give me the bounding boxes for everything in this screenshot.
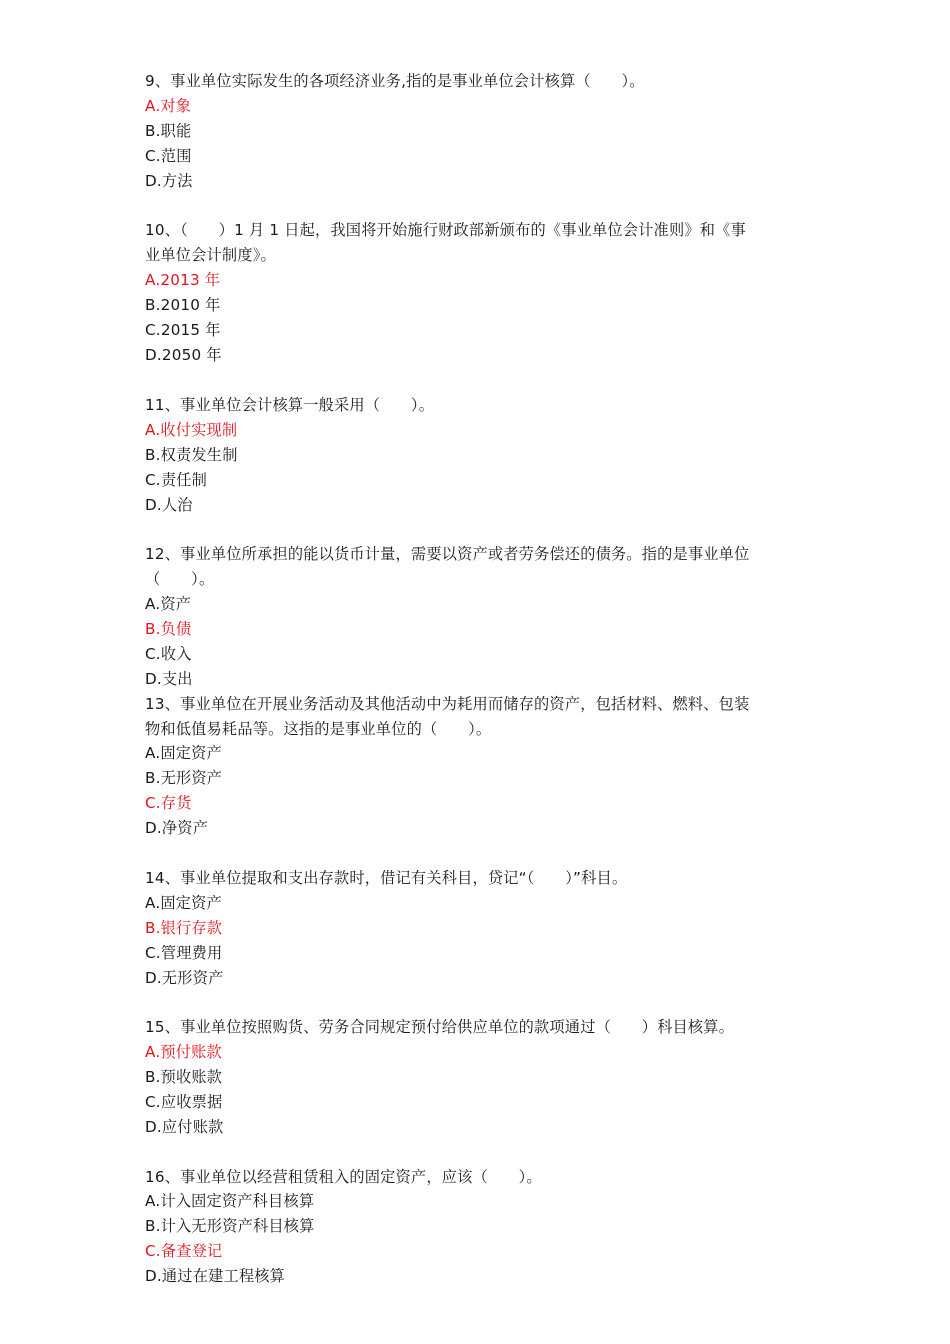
question-12-option-d: D.支出 [145,670,193,688]
question-10-option-c: C.2015 年 [145,321,221,339]
question-15-option-b: B.预收账款 [145,1068,223,1086]
question-16-stem: 16、事业单位以经营租赁租入的固定资产，应该（ ）。 [145,1168,542,1186]
question-15-stem: 15、事业单位按照购货、劳务合同规定预付给供应单位的款项通过（ ）科目核算。 [145,1018,735,1036]
question-14-option-d: D.无形资产 [145,969,224,987]
question-11-stem: 11、事业单位会计核算一般采用（ ）。 [145,396,435,414]
question-9-option-a: A.对象 [145,97,192,115]
question-14-stem: 14、事业单位提取和支出存款时，借记有关科目，贷记“（ ）”科目。 [145,869,628,887]
question-9-option-d: D.方法 [145,172,193,190]
question-13-option-c: C.存货 [145,794,192,812]
question-14-option-b: B.银行存款 [145,919,223,937]
question-13-option-a: A.固定资产 [145,744,222,762]
question-9-option-b: B.职能 [145,122,192,140]
question-12-option-a: A.资产 [145,595,192,613]
question-16-option-c: C.备查登记 [145,1242,223,1260]
question-11-option-c: C.责任制 [145,471,207,489]
question-12-stem-line-1: 12、事业单位所承担的能以货币计量，需要以资产或者劳务偿还的债务。指的是事业单位 [145,545,750,563]
question-13-stem-line-1: 13、事业单位在开展业务活动及其他活动中为耗用而储存的资产，包括材料、燃料、包装 [145,695,750,713]
question-12-stem-line-2: （ ）。 [145,570,215,588]
question-15-option-c: C.应收票据 [145,1093,223,1111]
question-10-option-b: B.2010 年 [145,296,221,314]
question-11-option-a: A.收付实现制 [145,421,238,439]
question-16-option-b: B.计入无形资产科目核算 [145,1217,315,1235]
question-15-option-a: A.预付账款 [145,1043,222,1061]
question-11-option-d: D.人治 [145,496,193,514]
question-15-option-d: D.应付账款 [145,1118,224,1136]
question-12-option-b: B.负债 [145,620,192,638]
question-12-option-c: C.收入 [145,645,192,663]
question-14-option-a: A.固定资产 [145,894,222,912]
question-16-option-d: D.通过在建工程核算 [145,1267,286,1285]
question-10-stem-line-2: 业单位会计制度》。 [145,246,276,264]
question-10-stem-line-1: 10、（ ）1 月 1 日起，我国将开始施行财政部新颁布的《事业单位会计准则》和《事 [145,221,746,239]
question-10-option-d: D.2050 年 [145,346,222,364]
question-9-stem: 9、事业单位实际发生的各项经济业务,指的是事业单位会计核算（ ）。 [145,72,645,90]
question-14-option-c: C.管理费用 [145,944,223,962]
question-13-option-d: D.净资产 [145,819,209,837]
question-11-option-b: B.权责发生制 [145,446,238,464]
question-9-option-c: C.范围 [145,147,192,165]
question-16-option-a: A.计入固定资产科目核算 [145,1192,315,1210]
question-13-option-b: B.无形资产 [145,769,223,787]
question-10-option-a: A.2013 年 [145,271,221,289]
question-13-stem-line-2: 物和低值易耗品等。这指的是事业单位的（ ）。 [145,720,492,738]
